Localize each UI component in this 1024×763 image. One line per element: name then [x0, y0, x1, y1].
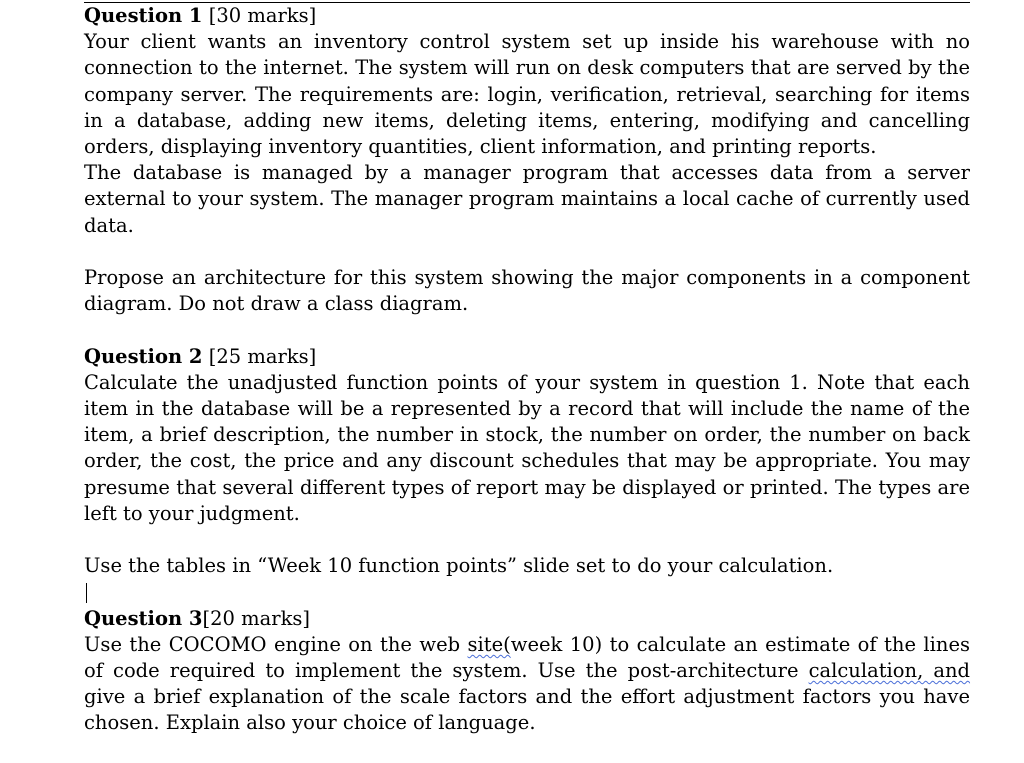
question-3-title: Question 3 — [84, 606, 203, 630]
question-1-marks: [30 marks] — [202, 4, 317, 27]
question-2-paragraph-2: Use the tables in “Week 10 function points” slide set to do your calculation. — [84, 554, 834, 578]
question-2-title: Question 2 — [84, 344, 203, 368]
paragraph-gap — [84, 239, 970, 265]
question-1-heading — [84, 3, 970, 29]
question-2 — [84, 344, 970, 606]
question-2-paragraph-1: Calculate the unadjusted function points of your system in question 1. Note that each item in the database will be a represented by a record that will include the name of the item, a brief description, the number in stock, the number on order, the number on back order, the cost, the price and any discount schedules that may be appropriate. You may presume that several different types of report may be displayed or printed. The types are left to your judgment. — [84, 370, 970, 525]
spelling-squiggle-site[interactable]: site( — [467, 632, 511, 656]
question-3-text-a: Use the COCOMO engine on the web — [84, 632, 468, 656]
grammar-squiggle-calculation[interactable]: calculation, and — [808, 659, 971, 683]
question-3 — [84, 606, 970, 737]
document-page — [84, 0, 970, 737]
paragraph-gap — [84, 317, 970, 343]
question-3-text-c: give a brief explanation of the scale factors and the effort adjustment factors you have chosen. Explain also your choice of language. — [84, 685, 970, 735]
question-2-marks: [25 marks] — [202, 344, 317, 368]
text-cursor[interactable] — [84, 579, 970, 605]
question-1-title: Question 1 — [84, 4, 203, 27]
paragraph-gap — [84, 527, 970, 553]
question-3-paragraph-1 — [84, 632, 970, 737]
question-1-paragraph-3: Propose an architecture for this system showing the major components in a component diagram. Do not draw a class diagram. — [84, 266, 970, 316]
question-3-marks: [20 marks] — [202, 606, 311, 630]
question-1-paragraph-2: The database is managed by a manager program that accesses data from a server external to your system. The manager program maintains a local cache of currently used data. — [84, 161, 970, 237]
question-2-heading — [84, 344, 970, 370]
question-1-paragraph-1: Your client wants an inventory control system set up inside his warehouse with no connection to the internet. The system will run on desk computers that are served by the company server. The requirements are: login, verification, retrieval, searching for items in a database, adding new items, deleting items, entering, modifying and cancelling orders, displaying inventory quantities, client information, and printing reports. — [84, 30, 970, 159]
question-3-text-b: week 10) to calculate an estimate of the lines of code required to implement the system. Use the post-architecture — [84, 632, 970, 683]
question-1 — [84, 3, 970, 317]
question-3-heading — [84, 606, 970, 632]
